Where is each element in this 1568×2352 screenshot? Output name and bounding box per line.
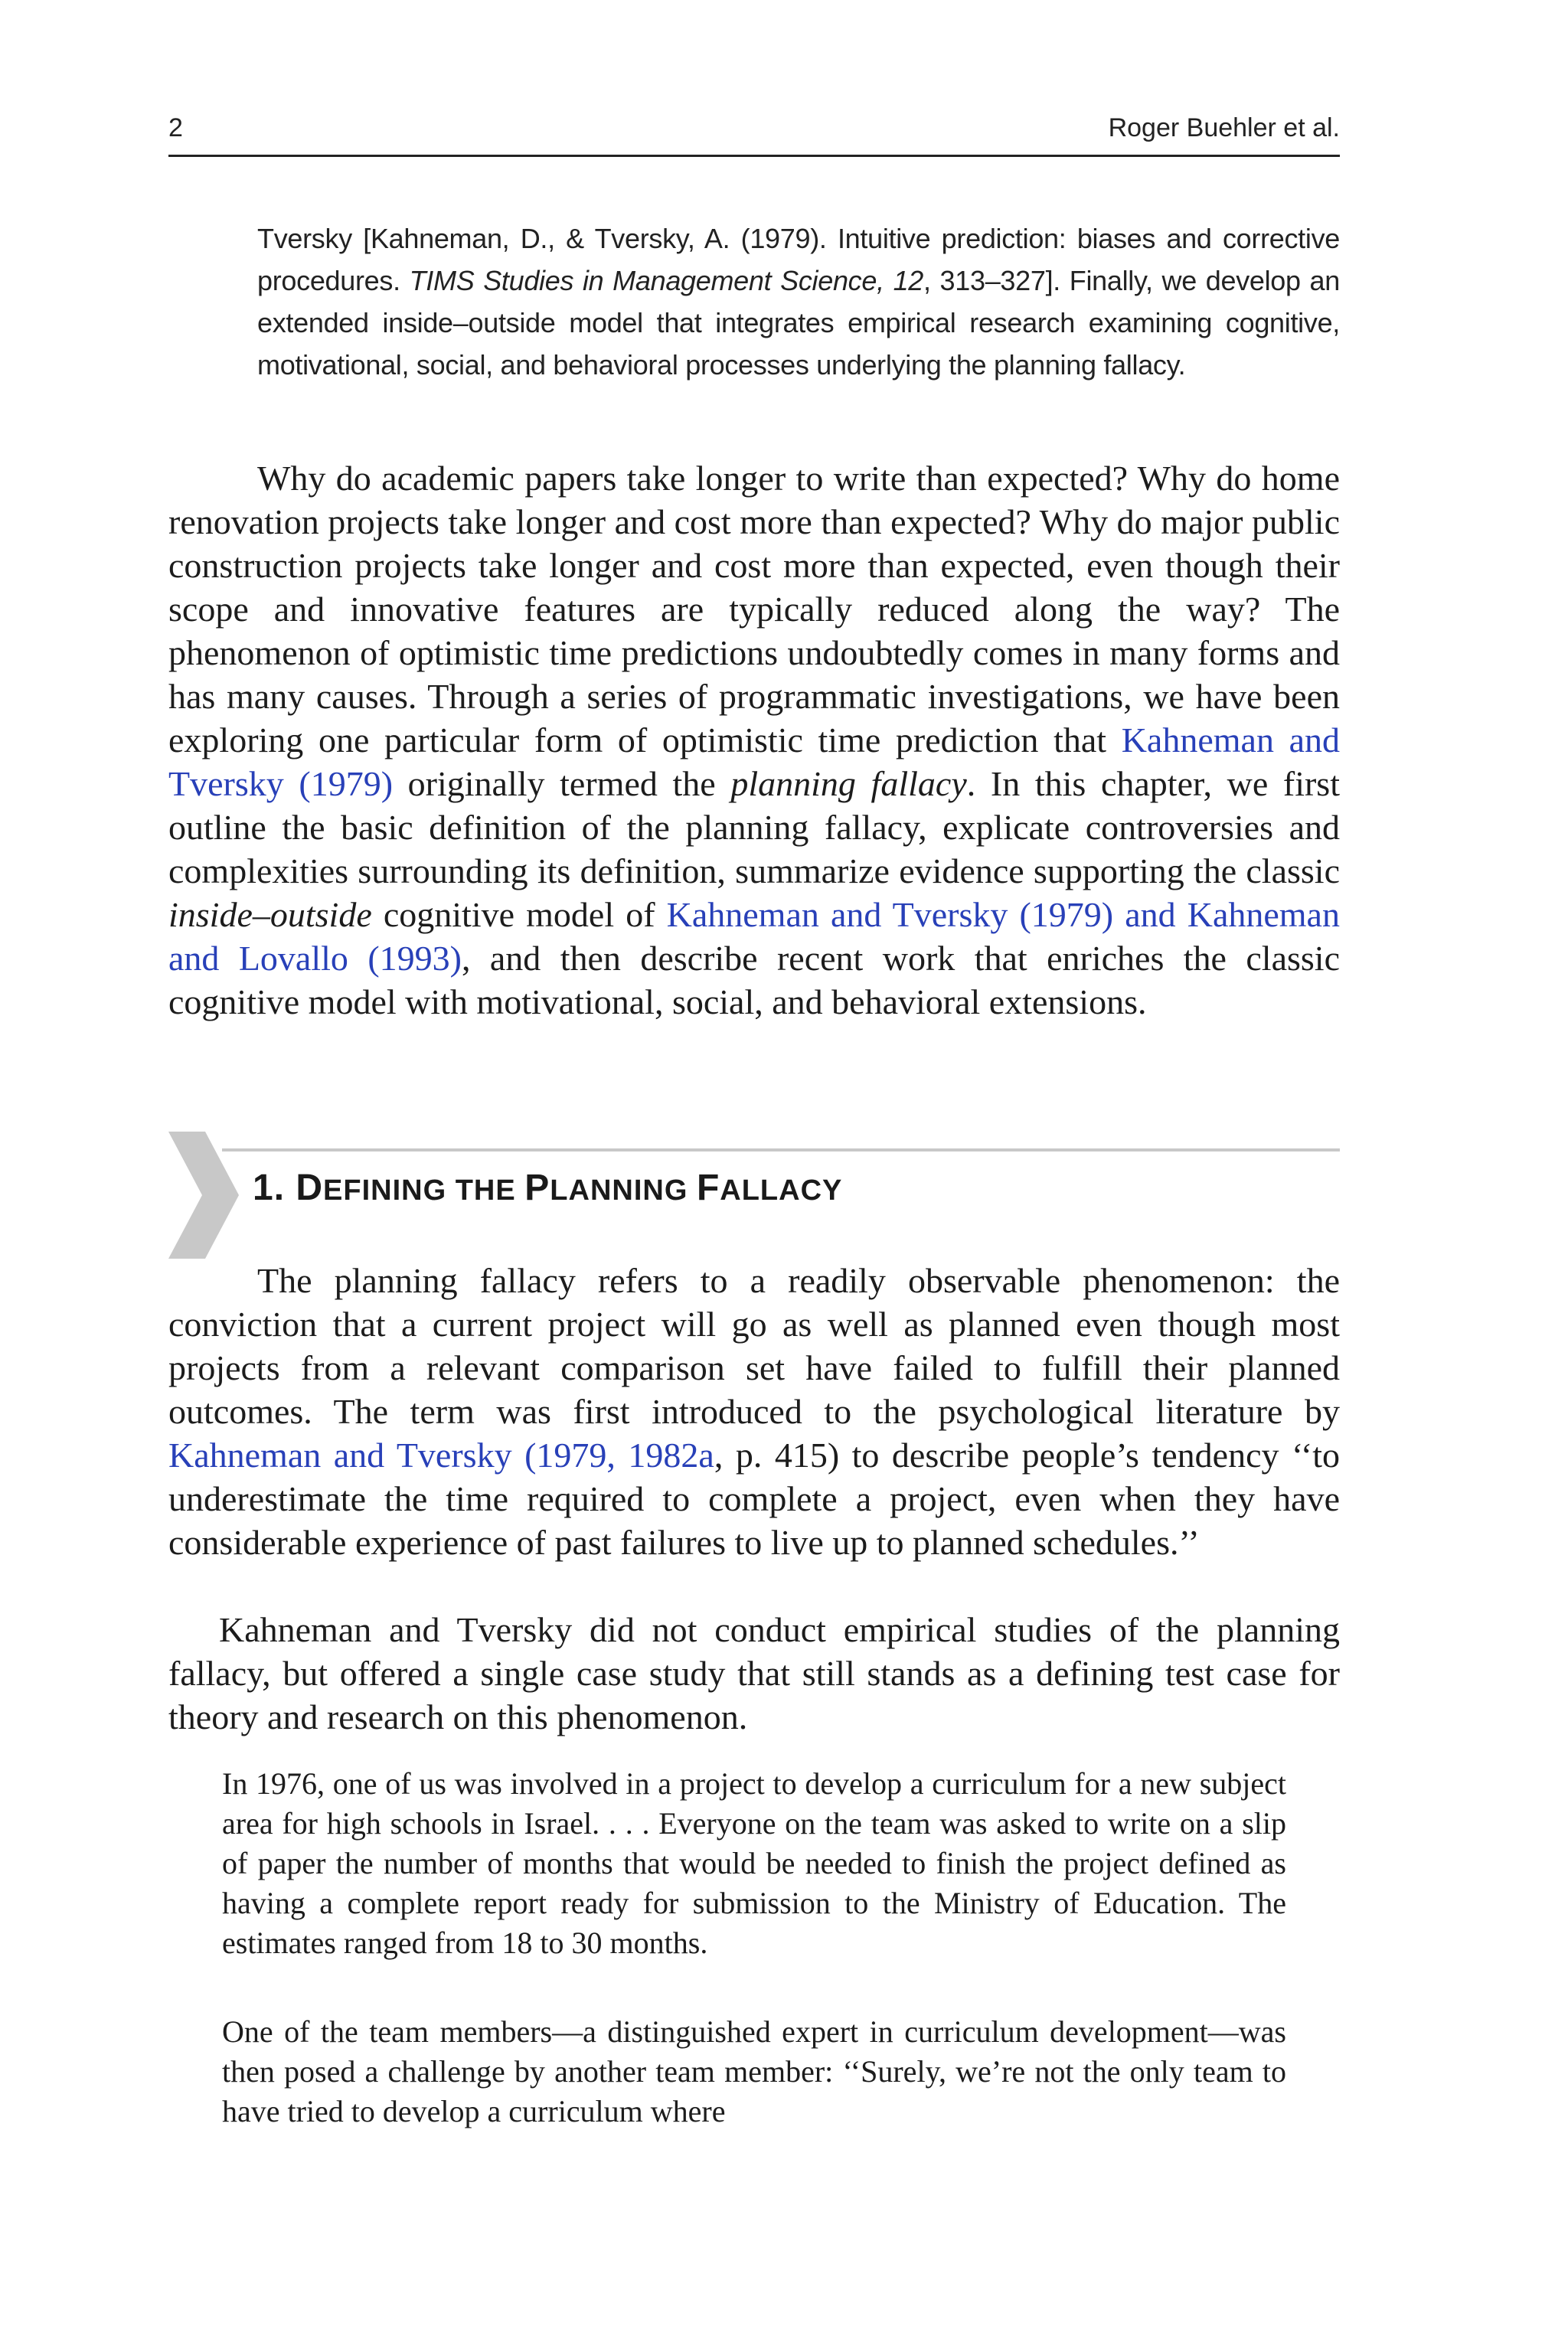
- block-quote-paragraph: In 1976, one of us was involved in a project to develop a curriculum for a new subject area for high schools in Israel. . . . Everyone on the team was asked to write on a slip of paper the number of months that would be needed to finish the project defined as having a complete report ready for submission to the Ministry of Education. The estimates ranged from 18 to 30 months.: [222, 1766, 1286, 1960]
- section-title-part: LANNING: [550, 1174, 697, 1207]
- section-rule: [222, 1148, 1340, 1152]
- section-title-part: EFINING THE: [323, 1174, 525, 1207]
- section-title-part: D: [296, 1168, 324, 1208]
- definition-paragraph: [168, 1259, 1340, 1564]
- case-study-text: Kahneman and Tversky did not conduct empirical studies of the planning fallacy, but offered a single case study that still stands as a defining test case for theory and research on this phenomenon.: [168, 1610, 1340, 1736]
- section-chevron-icon: [168, 1132, 239, 1259]
- abstract-part1: Tversky [Kahneman, D., & Tversky, A. (1979). Intuitive prediction: biases and corrective procedures.: [257, 223, 1340, 296]
- case-study-paragraph: [168, 1608, 1340, 1739]
- intro-text-1: Why do academic papers take longer to write than expected? Why do home renovation projects take longer and cost more than expected? Why do major public construction projects take longer and cost more than expected, even though their scope and innovative features are typically reduced along the way? The phenomenon of optimistic time predictions undoubtedly comes in many forms and has many causes. Through a series of programmatic investigations, we have been exploring one particular form of optimistic time prediction that: [168, 459, 1340, 760]
- intro-text-3: . In this chapter, we first outline the basic definition of the planning fallacy, explicate controversies and complexities surrounding its definition, summarize evidence supporting the classic: [168, 764, 1340, 890]
- intro-text-2: originally termed the: [393, 764, 731, 803]
- abstract-part2: , 313–327]. Finally, we develop an extended inside–outside model that integrates empirical research examining cognitive, motivational, social, and behavioral processes underlying the planning fallacy.: [257, 265, 1340, 381]
- abstract-text: [257, 217, 1340, 386]
- section-title-part: P: [524, 1168, 550, 1208]
- section-heading: [253, 1167, 842, 1209]
- section-title-part: ALLACY: [720, 1174, 843, 1207]
- citation-link[interactable]: Kahneman and Tversky (1979) and Kahneman and Lovallo (1993): [168, 895, 1340, 978]
- emphasis-inside-outside: inside–outside: [168, 895, 372, 934]
- definition-text-1: The planning fallacy refers to a readily observable phenomenon: the conviction that a current project will go as well as planned even though most projects from a relevant comparison set have failed to fulfill their planned outcomes. The term was first introduced to the psychological literature by: [168, 1261, 1340, 1431]
- citation-link[interactable]: Kahneman and Tversky (1979): [168, 720, 1340, 803]
- intro-text-5: , and then describe recent work that enriches the classic cognitive model with motivational, social, and behavioral extensions.: [168, 939, 1340, 1021]
- intro-paragraph: [168, 456, 1340, 1024]
- emphasis-planning-fallacy: planning fallacy: [730, 764, 967, 803]
- intro-text-4: cognitive model of: [371, 895, 667, 934]
- running-author: Roger Buehler et al.: [1108, 113, 1340, 142]
- block-quote-paragraph: One of the team members—a distinguished expert in curriculum development—was then posed a challenge by another team member: ‘‘Surely, we’re not the only team to have tried to develop a curriculum where: [222, 2014, 1286, 2128]
- header-rule: [168, 155, 1340, 157]
- page-number: 2: [168, 113, 183, 142]
- abstract-journal: TIMS Studies in Management Science, 12: [409, 265, 924, 296]
- citation-link[interactable]: Kahneman and Tversky (1979, 1982a: [168, 1436, 714, 1475]
- section-number: 1.: [253, 1168, 286, 1208]
- definition-text-2: , p. 415) to describe people’s tendency ‘‘to underestimate the time required to complete a project, even when they have considerable experience of past failures to live up to planned schedules.’’: [168, 1436, 1340, 1562]
- section-title-part: F: [696, 1168, 720, 1208]
